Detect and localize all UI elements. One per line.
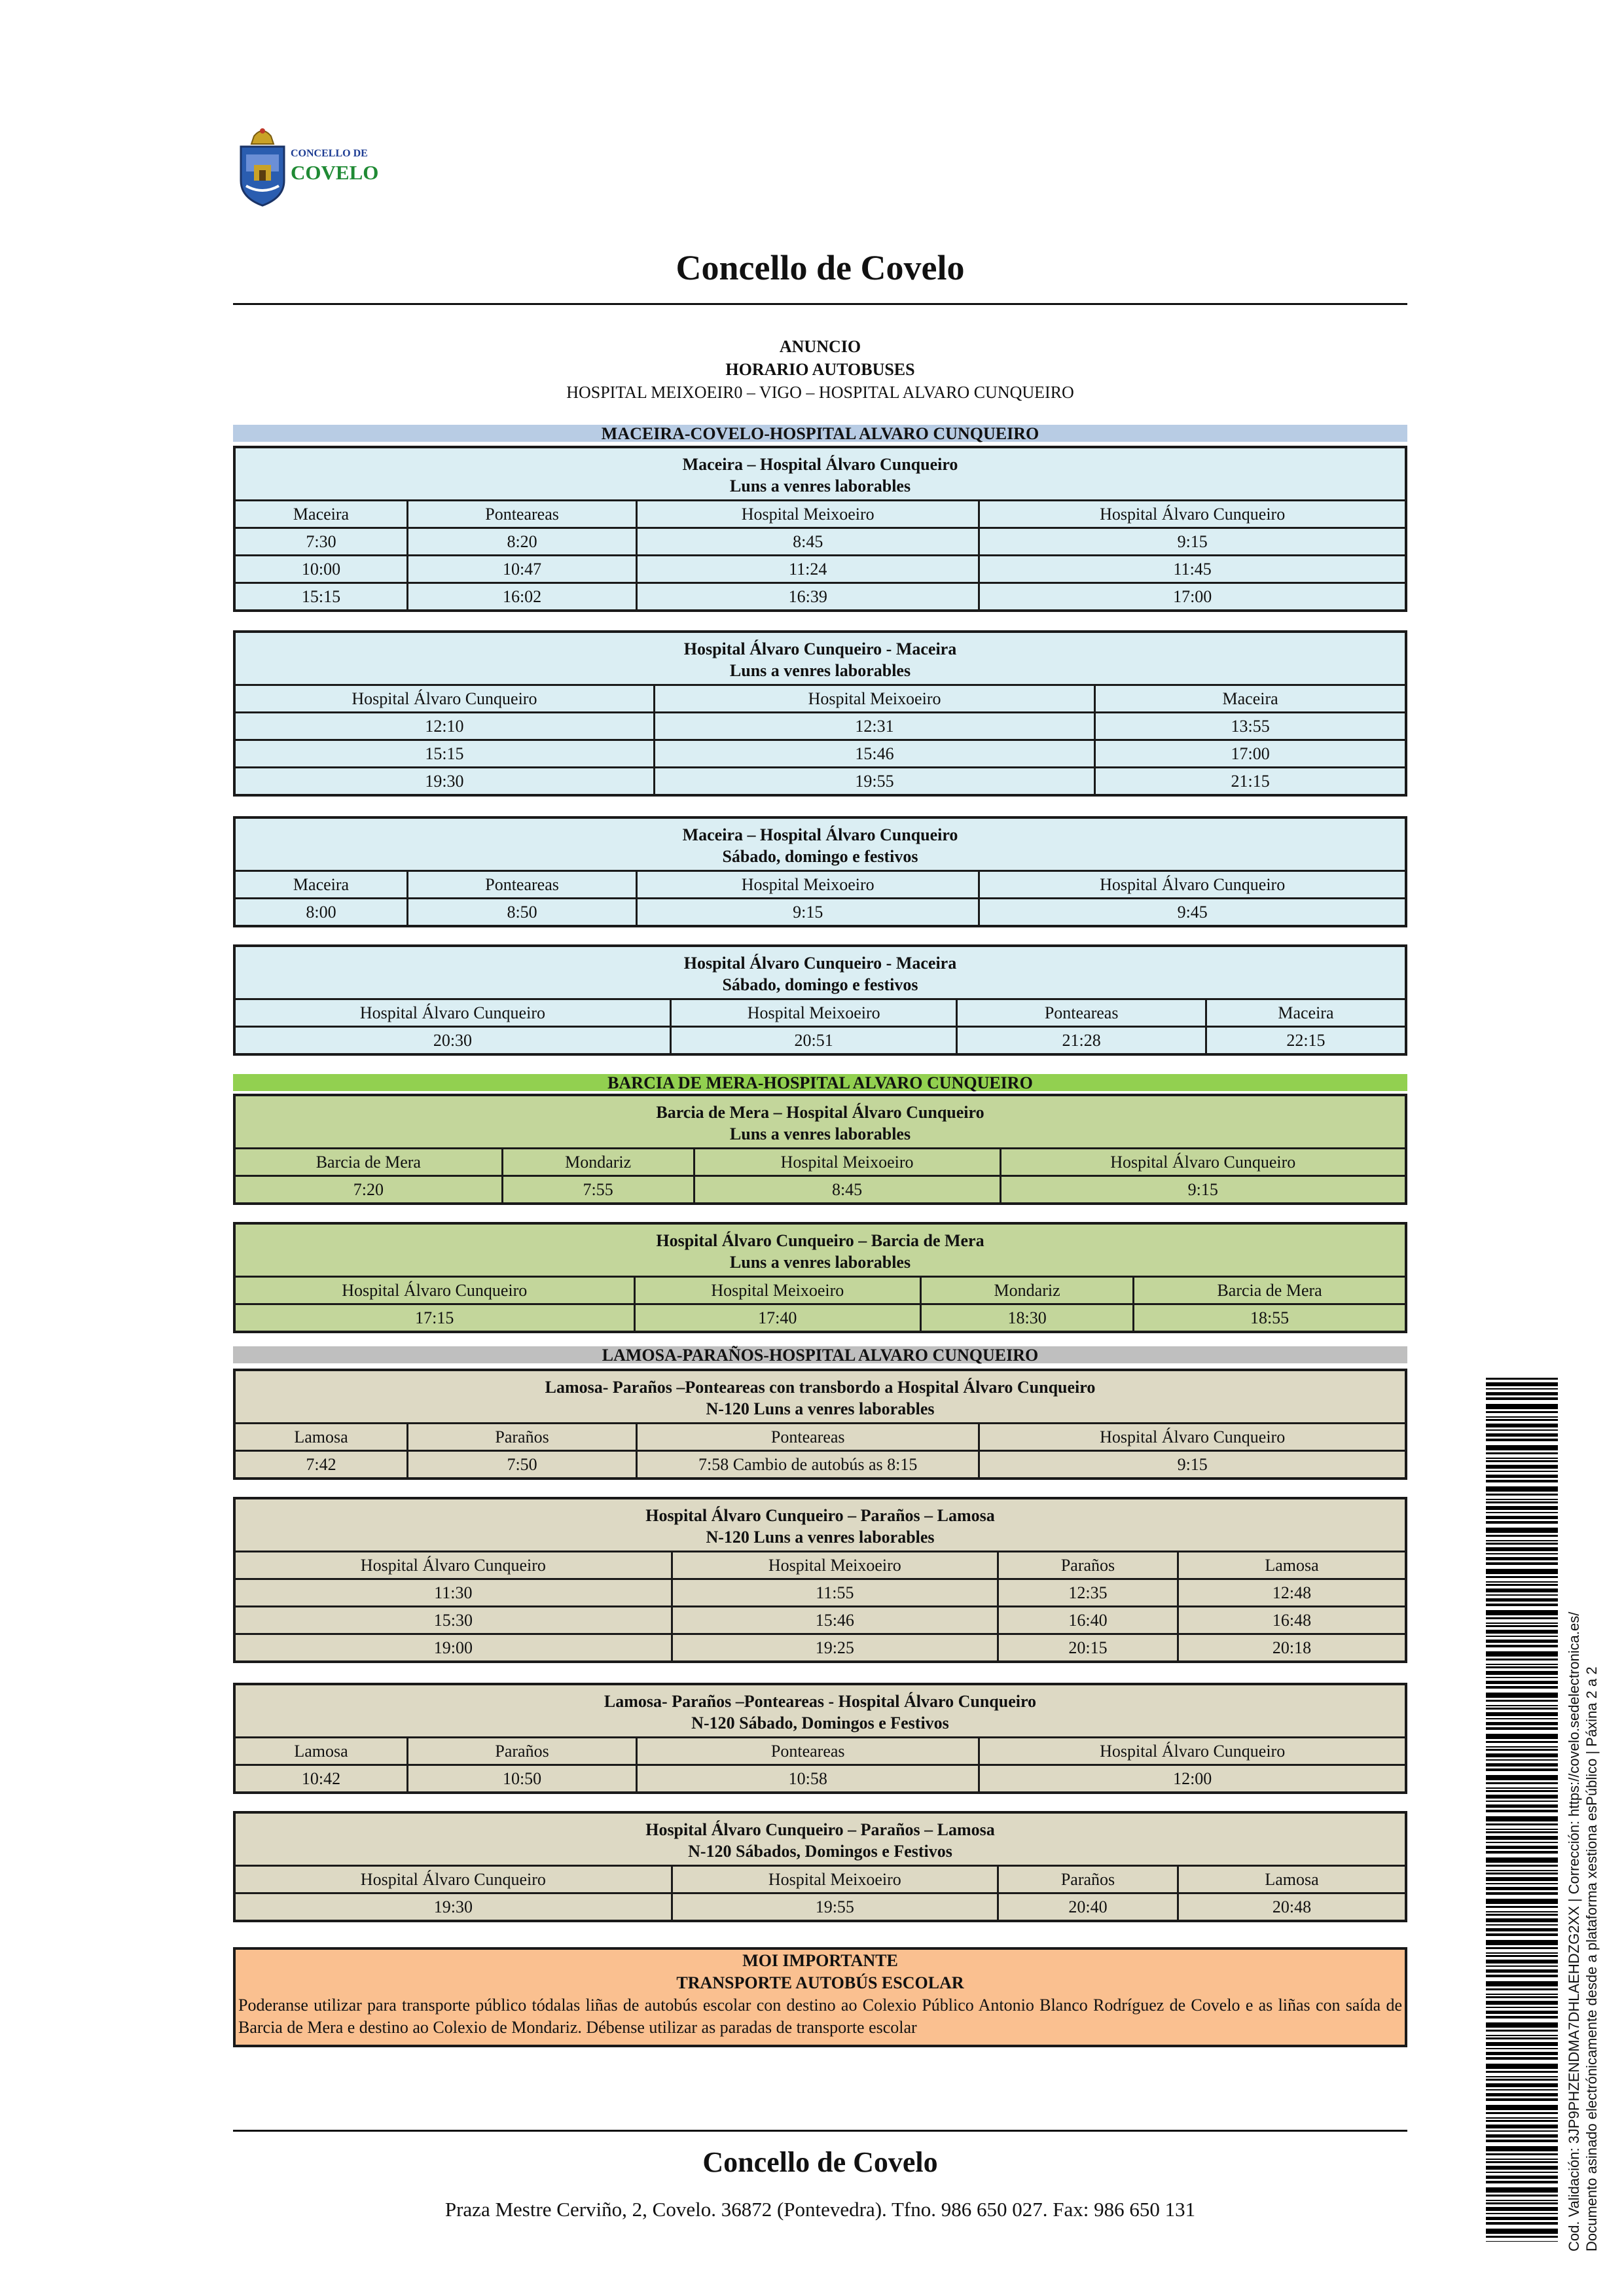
table-header-row: Maceira Ponteareas Hospital Meixoeiro Hospital Álvaro Cunqueiro (236, 501, 1405, 528)
table-header-row: Hospital Álvaro Cunqueiro Hospital Meixoeiro Mondariz Barcia de Mera (236, 1277, 1405, 1304)
schedule-table (233, 816, 1407, 927)
table-title: Maceira – Hospital Álvaro Cunqueiro Sábado, domingo e festivos (236, 819, 1405, 871)
table-title: Hospital Álvaro Cunqueiro – Barcia de Mera Luns a venres laborables (236, 1225, 1405, 1277)
concello-logo (234, 124, 385, 209)
validation-line-1: Cod. Validación: 3JP9PHZENDMA7DHLAEHDZG2XX | Corrección: https://covelo.sedelectronica.es/ (1566, 1611, 1582, 2251)
table-header-row: Hospital Álvaro Cunqueiro Hospital Meixoeiro Maceira (236, 685, 1405, 713)
table-row: 11:30 11:55 12:35 12:48 (236, 1579, 1405, 1607)
validation-text (1565, 1433, 1600, 2251)
table-row: 19:30 19:55 21:15 (236, 768, 1405, 795)
section-band-barcia: BARCIA DE MERA-HOSPITAL ALVARO CUNQUEIRO (233, 1074, 1407, 1091)
schedule-table (233, 1811, 1407, 1922)
schedule-table (233, 1094, 1407, 1205)
table-title: Hospital Álvaro Cunqueiro - Maceira Sábado, domingo e festivos (236, 947, 1405, 999)
schedule-table (233, 1497, 1407, 1663)
table-header-row: Hospital Álvaro Cunqueiro Hospital Meixoeiro Ponteareas Maceira (236, 999, 1405, 1027)
table-row: 7:30 8:20 8:45 9:15 (236, 528, 1405, 556)
table-title: Hospital Álvaro Cunqueiro - Maceira Luns a venres laborables (236, 633, 1405, 685)
footer-divider (233, 2130, 1407, 2132)
section-band-lamosa: LAMOSA-PARAÑOS-HOSPITAL ALVARO CUNQUEIRO (233, 1346, 1407, 1363)
schedule-table (233, 446, 1407, 612)
school-transport-notice (233, 1947, 1407, 2047)
schedule-table (233, 1222, 1407, 1333)
table-header-row: Barcia de Mera Mondariz Hospital Meixoeiro Hospital Álvaro Cunqueiro (236, 1149, 1405, 1176)
table-row: 7:42 7:50 7:58 Cambio de autobús as 8:15 9:15 (236, 1451, 1405, 1478)
page-title: Concello de Covelo (676, 248, 965, 287)
schedule-table (233, 1683, 1407, 1794)
notice-title: MOI IMPORTANTE (742, 1951, 898, 1970)
table-row: 10:42 10:50 10:58 12:00 (236, 1765, 1405, 1792)
table-row: 17:15 17:40 18:30 18:55 (236, 1304, 1405, 1331)
table-row: 10:00 10:47 11:24 11:45 (236, 556, 1405, 583)
table-header-row: Hospital Álvaro Cunqueiro Hospital Meixoeiro Paraños Lamosa (236, 1552, 1405, 1579)
table-title: Hospital Álvaro Cunqueiro – Paraños – Lamosa N-120 Luns a venres laborables (236, 1499, 1405, 1552)
schedule-table (233, 944, 1407, 1056)
schedule-table (233, 1369, 1407, 1480)
validation-line-2: Documento asinado electrónicamente desde a plataforma xestiona esPúblico | Páxina 2 a 2 (1583, 1666, 1600, 2251)
table-row: 12:10 12:31 13:55 (236, 713, 1405, 740)
announcement-heading: ANUNCIO (779, 337, 861, 356)
table-title: Maceira – Hospital Álvaro Cunqueiro Luns a venres laborables (236, 448, 1405, 501)
table-row: 20:30 20:51 21:28 22:15 (236, 1027, 1405, 1054)
announcement (233, 335, 1407, 404)
table-title: Hospital Álvaro Cunqueiro – Paraños – Lamosa N-120 Sábados, Domingos e Festivos (236, 1814, 1405, 1866)
footer-title: Concello de Covelo (702, 2146, 938, 2178)
table-title: Barcia de Mera – Hospital Álvaro Cunqueiro Luns a venres laborables (236, 1096, 1405, 1149)
notice-subtitle: TRANSPORTE AUTOBÚS ESCOLAR (676, 1973, 964, 1992)
table-header-row: Maceira Ponteareas Hospital Meixoeiro Hospital Álvaro Cunqueiro (236, 871, 1405, 899)
announcement-route: HOSPITAL MEIXOEIR0 – VIGO – HOSPITAL ALVARO CUNQUEIRO (566, 383, 1074, 402)
table-title: Lamosa- Paraños –Ponteareas - Hospital Álvaro Cunqueiro N-120 Sábado, Domingos e Festivos (236, 1685, 1405, 1738)
logo-line-2: COVELO (291, 161, 379, 184)
table-header-row: Lamosa Paraños Ponteareas Hospital Álvaro Cunqueiro (236, 1738, 1405, 1765)
logo-line-1: CONCELLO DE (291, 148, 368, 159)
coat-of-arms-icon (234, 124, 291, 209)
header-divider (233, 303, 1407, 305)
table-row: 19:30 19:55 20:40 20:48 (236, 1893, 1405, 1920)
table-title: Lamosa- Paraños –Ponteareas con transbordo a Hospital Álvaro Cunqueiro N-120 Luns a venres laborables (236, 1371, 1405, 1424)
table-row: 19:00 19:25 20:15 20:18 (236, 1634, 1405, 1661)
table-header-row: Hospital Álvaro Cunqueiro Hospital Meixoeiro Paraños Lamosa (236, 1866, 1405, 1893)
schedule-table (233, 630, 1407, 797)
announcement-subheading: HORARIO AUTOBUSES (725, 360, 915, 379)
footer-address: Praza Mestre Cerviño, 2, Covelo. 36872 (Pontevedra). Tfno. 986 650 027. Fax: 986 650 131 (444, 2198, 1196, 2221)
notice-body: Poderanse utilizar para transporte público tódalas liñas de autobús escolar con destino ao Colexio Público Antonio Blanco Rodríguez de Covelo e as liñas con saída de Barcia de Mera e destino ao Colexio de Mondariz. Débense utilizar as paradas de transporte escolar (238, 1996, 1402, 2037)
barcode-icon (1486, 1378, 1558, 2242)
table-row: 15:15 15:46 17:00 (236, 740, 1405, 768)
section-band-maceira: MACEIRA-COVELO-HOSPITAL ALVARO CUNQUEIRO (233, 425, 1407, 442)
table-row: 15:15 16:02 16:39 17:00 (236, 583, 1405, 610)
table-row: 15:30 15:46 16:40 16:48 (236, 1607, 1405, 1634)
table-row: 7:20 7:55 8:45 9:15 (236, 1176, 1405, 1203)
table-row: 8:00 8:50 9:15 9:45 (236, 899, 1405, 925)
table-header-row: Lamosa Paraños Ponteareas Hospital Álvaro Cunqueiro (236, 1424, 1405, 1451)
